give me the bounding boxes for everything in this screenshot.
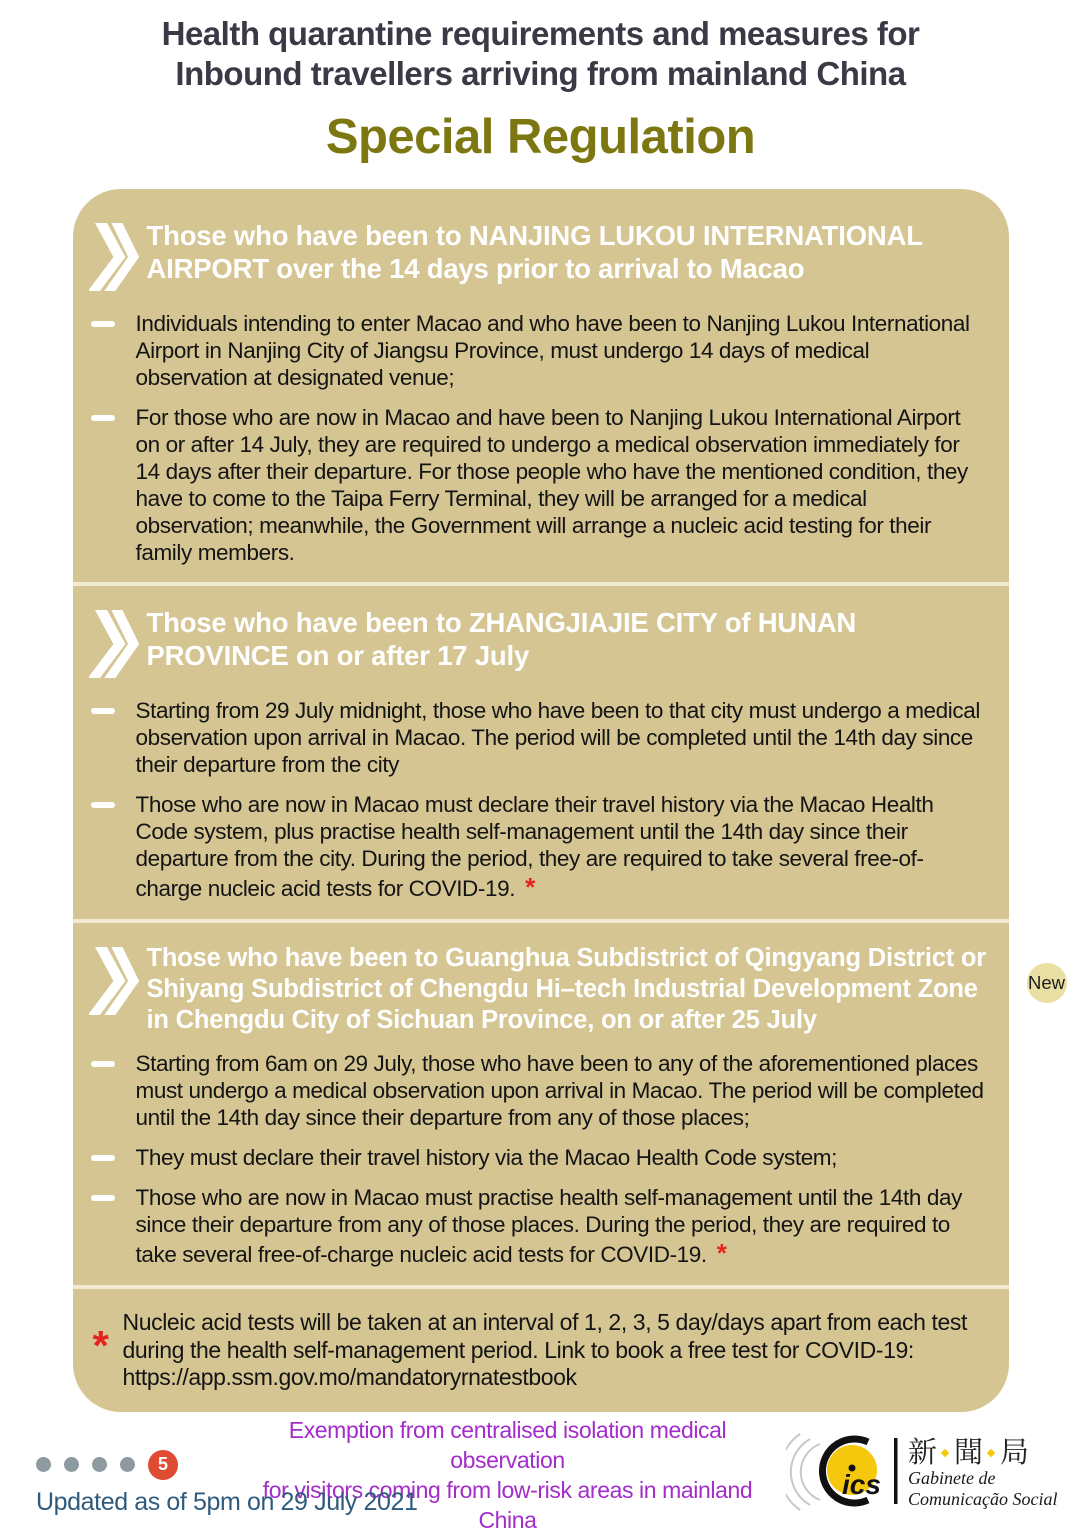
current-page-badge: 5 xyxy=(148,1450,178,1480)
bullet-text: Starting from 6am on 29 July, those who have been to any of the aforementioned places must undergo a medical observation upon arrival in Macao. The period will be completed until the 14th day since their departure from any of those places; xyxy=(135,1051,984,1131)
bullet-text-main: Those who are now in Macao must declare their travel history via the Macao Health Code system, plus practise health self-management until the 14th day since their departure from the city. During the period, they are required to take several free-of-charge nucleic acid tests for COVID-19. xyxy=(135,791,934,901)
logo-pt-line2: Comunicação Social xyxy=(908,1488,1058,1509)
logo-chinese-char: 新 xyxy=(908,1436,938,1469)
section-heading: Those who have been to ZHANGJIAJIE CITY of HUNAN PROVINCE on or after 17 July xyxy=(146,606,857,672)
double-chevron-icon xyxy=(89,943,147,1020)
dash-bullet-icon xyxy=(91,708,115,714)
dash-bullet-icon xyxy=(91,321,115,327)
bullet-item xyxy=(91,310,987,391)
bullet-text: For those who are now in Macao and have been to Nanjing Lukou International Airport on or after 14 July, they are required to undergo a medical observation immediately for 14 days after their departure. For those people who have the mentioned condition, they have to come to the Taipa Ferry Terminal, they will be arranged for a medical observation; meanwhile, the Government will arrange a nucleic acid testing for their family members. xyxy=(135,404,968,565)
page-footer xyxy=(0,1412,1081,1533)
bullet-item xyxy=(91,1144,987,1171)
bullet-item xyxy=(91,791,987,903)
bullet-text: They must declare their travel history via the Macao Health Code system; xyxy=(135,1145,838,1171)
page-header xyxy=(0,0,1081,165)
logo-pt-line1: Gabinete de xyxy=(908,1467,996,1488)
section-nanjing-lukou-airport xyxy=(73,219,1009,566)
page-dot xyxy=(92,1457,107,1472)
bullet-item xyxy=(91,404,987,566)
page-dot xyxy=(36,1457,51,1472)
section-heading: Those who have been to NANJING LUKOU INTERNATIONAL AIRPORT over the 14 days prior to arrival to Macao xyxy=(146,219,923,285)
section-divider xyxy=(73,919,1009,923)
page-indicator xyxy=(36,1450,178,1480)
section-heading: Those who have been to Guanghua Subdistrict of Qingyang District or Shiyang Subdistrict of Chengdu Hi–tech Industrial Development Zone in Chengdu City of Sichuan Province, on or after 25 July xyxy=(146,943,987,1034)
bullet-text-main: Those who are now in Macao must practise health self-management until the 14th day since their departure from any of those places. During the period, they are required to take several free-of-charge nucleic acid tests for COVID-19. xyxy=(135,1185,962,1268)
red-asterisk: * xyxy=(716,1238,727,1269)
section-zhangjiajie-city xyxy=(73,606,1009,903)
page-dot xyxy=(64,1457,79,1472)
logo-chinese-char: 局 xyxy=(1000,1436,1030,1469)
logo-chinese-char: 聞 xyxy=(954,1436,984,1469)
regulations-panel xyxy=(73,189,1065,1412)
new-badge: New xyxy=(1021,957,1073,1009)
section-divider xyxy=(73,582,1009,586)
red-asterisk: * xyxy=(92,1322,109,1370)
bullet-text: Individuals intending to enter Macao and who have been to Nanjing Lukou International Airport in Nanjing City of Jiangsu Province, must undergo 14 days of medical observation at designated venue; xyxy=(135,310,970,390)
double-chevron-icon xyxy=(89,219,147,296)
bullet-text: Starting from 29 July midnight, those who have been to that city must undergo a medical observation upon arrival in Macao. The period will be completed until the 14th day since their departure from the city xyxy=(135,697,980,777)
yellow-dot-icon xyxy=(987,1449,995,1457)
logo-acronym: ics xyxy=(842,1468,881,1500)
bullet-text xyxy=(136,791,987,903)
bullet-text xyxy=(136,1184,987,1269)
double-chevron-icon xyxy=(89,606,147,683)
section-heading-row xyxy=(89,943,1009,1036)
red-asterisk: * xyxy=(525,871,535,902)
page-title xyxy=(0,14,1081,95)
gcs-logo xyxy=(786,1430,1071,1517)
dash-bullet-icon xyxy=(91,802,115,808)
exemption-note xyxy=(235,1416,780,1536)
exemption-line2: for visitors coming from low-risk areas in mainland China xyxy=(262,1476,753,1533)
page-dot xyxy=(120,1457,135,1472)
page-title-line1: Health quarantine requirements and measures for xyxy=(161,15,920,52)
yellow-dot-icon xyxy=(941,1449,949,1457)
bullet-item xyxy=(91,1184,987,1269)
page-subtitle: Special Regulation xyxy=(325,109,756,164)
dash-bullet-icon xyxy=(91,415,115,421)
page-title-line2: Inbound travellers arriving from mainland China xyxy=(175,55,906,93)
section-divider xyxy=(73,1285,1009,1289)
section-heading-row xyxy=(89,606,1009,683)
section-chengdu-subdistricts xyxy=(73,943,1065,1270)
dash-bullet-icon xyxy=(91,1155,115,1161)
section-heading-row xyxy=(89,219,1009,296)
exemption-line1: Exemption from centralised isolation medical observation xyxy=(288,1416,727,1473)
dash-bullet-icon xyxy=(91,1061,115,1067)
bullet-item xyxy=(91,697,987,778)
footnote-text: Nucleic acid tests will be taken at an interval of 1, 2, 3, 5 day/days apart from each test during the health self-management period. Link to book a free test for COVID-19: https://app.ssm.gov.mo/mandatoryrnatestbook xyxy=(122,1309,967,1391)
radio-waves-icon xyxy=(786,1434,820,1510)
dash-bullet-icon xyxy=(91,1195,115,1201)
updated-timestamp: Updated as of 5pm on 29 July 2021 xyxy=(36,1487,418,1516)
bullet-item xyxy=(91,1050,987,1131)
